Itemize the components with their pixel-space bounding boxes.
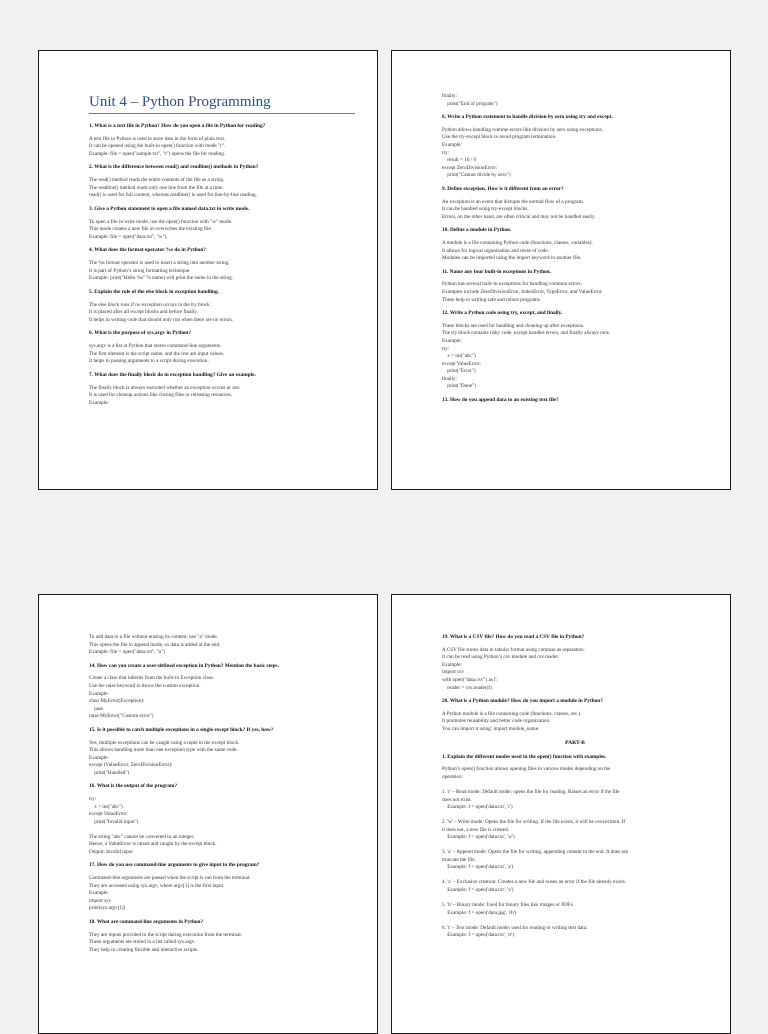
answer-text: sys.argv is a list in Python that stores command-line arguments. The first element is the script name, and the rest are input values. It helps in passing arguments to a script during execution.: [89, 343, 225, 365]
question-heading: 2. What is the difference between read() and readline() methods in Python?: [89, 164, 259, 171]
question-heading: 13. How do you append data to an existing text file?: [442, 396, 559, 403]
question-heading: 8. Write a Python statement to handle division by zero using try and except.: [442, 114, 613, 121]
document-title: Unit 4 – Python Programming: [89, 94, 355, 114]
part-b-heading: PART-B: [565, 739, 585, 746]
qa-item: [442, 269, 708, 304]
qa-list-page-1: [89, 123, 355, 407]
answer-text: An exception is an event that disrupts the normal flow of a program. It can be handled using try-except blocks. Errors, on the other hand, are often critical and may not be handled easily.: [442, 198, 596, 220]
document-page-2: [391, 50, 731, 490]
qa-item: [442, 634, 708, 692]
answer-text: Command-line arguments are passed when the script is run from the terminal. They are accessed using sys.argv, where argv[1] is the first input. Example: import sys print(sys.argv[1]): [89, 875, 251, 912]
qa-item: [89, 206, 355, 241]
answer-text: The read() method reads the entire contents of the file as a string. The readline() method reads only one line from the file at a time. read() is used for full content, whereas readline() is used for line-by-line reading.: [89, 177, 257, 199]
answer-text: These blocks are used for handling and cleaning up after exceptions. The try block contains risky code, except handles errors, and finally always runs. Example: try: x = int("abc") except ValueError: print("Error") finally: print("Done"): [442, 322, 611, 390]
continued-text: finally: print("End of program"): [442, 93, 498, 107]
qa-list-page-2: [442, 114, 708, 404]
qa-item: [442, 227, 708, 262]
qa-item: [442, 698, 708, 733]
qa-item: [442, 310, 708, 391]
qa-item: [89, 919, 355, 954]
qa-item: [89, 663, 355, 721]
answer-text: try: x = int("abc") except ValueError: print("Invalid input") The string "abc" cannot be converted to an integer. Hence, a ValueError is raised and caught by the except block. Output: Invalid input: [89, 796, 217, 855]
answer-text: Python allows handling runtime errors like division by zero using exceptions. Use the try-except block to avoid program termination. Example: try: result = 10 / 0 except ZeroDivisionError: print("Cannot divide by zero"): [442, 126, 603, 179]
question-heading: 20. What is a Python module? How do you import a module in Python?: [442, 698, 603, 705]
qa-list-part-b: [442, 754, 708, 940]
qa-item: [89, 727, 355, 778]
answer-text: A text file in Python is used to store data in the form of plain text. It can be opened using the built-in open() function with mode "r". Example: file = open("sample.txt", "r") opens the file for reading.: [89, 135, 226, 157]
answer-text: The %s format operator is used to insert a string into another string. It is part of Python’s string formatting technique. Example: print("Hello %s" % name) will print the name in the string.: [89, 260, 233, 282]
document-page-4: [391, 594, 731, 1034]
answer-text: Python’s open() function allows opening files in various modes depending on the operation: 1. 'r' – Read mode: Default mode; opens the file for reading. Raises an error if the file does not exist. Example: f = open('data.txt', 'r') 2. 'w' – Write mode: Opens the file for writing. If the file exists, it will be overwritten. If it does not, a new file is created. Example: f = open('data.txt', 'w') 3. 'a' – Append mode: Opens the file for writing, appending content to the end. It does not truncate the file. Example: f = open('data.txt', 'a') 4. 'x' – Exclusive creation: Creates a new file and raises an error if the file already exists. Example: f = open('data.txt', 'x') 5. 'b' – Binary mode: Used for binary files like images or PDFs. Example: f = open('data.jpg', 'rb') 6. 't' – Text mode: Default mode; used for reading or writing text data. Example: f = open('data.txt', 'rt'): [442, 766, 628, 939]
question-heading: 3. Give a Python statement to open a file named data.txt in write mode.: [89, 205, 250, 212]
question-heading: 6. What is the purpose of sys.argv in Python?: [89, 330, 192, 337]
question-heading: 14. How can you create a user-defined exception in Python? Mention the basic steps.: [89, 662, 279, 669]
question-heading: 10. Define a module in Python.: [442, 227, 512, 234]
answer-text: To open a file in write mode, use the open() function with "w" mode. This mode creates a new file or overwrites the existing file. Example: file = open("data.txt", "w").: [89, 218, 233, 240]
question-heading: 15. Is it possible to catch multiple exceptions in a single except block? If yes, how?: [89, 726, 274, 733]
question-heading: 12. Write a Python code using try, except, and finally.: [442, 310, 563, 317]
qa-list-page-3: [89, 663, 355, 955]
question-heading: 17. How do you use command-line arguments to give input to the program?: [89, 862, 260, 869]
qa-item: [442, 397, 708, 404]
question-heading: 9. Define exception. How is it different from an error?: [442, 185, 564, 192]
answer-text: Yes, multiple exceptions can be caught using a tuple in the except block. This allows handling more than one exception type with the same code. Example: except (ValueError, ZeroDivisionError): print("Handled"): [89, 739, 240, 776]
qa-item: [89, 330, 355, 365]
qa-list-page-4: [442, 634, 708, 734]
qa-item: [89, 372, 355, 407]
qa-item: [442, 186, 708, 221]
question-heading: 7. What does the finally block do in exception handling? Give an example.: [89, 371, 256, 378]
document-page-3: [38, 594, 378, 1034]
continued-text: To add data to a file without erasing its content, use "a" mode. This opens the file in append mode, so data is added at the end. Example: file = open("data.txt", "a"): [89, 634, 221, 656]
qa-item: [442, 114, 708, 180]
qa-item: [89, 164, 355, 199]
qa-item: [89, 123, 355, 158]
answer-text: Python has several built-in exceptions for handling common errors. Examples include ZeroDivisionError, IndexError, TypeError, and ValueError. These help in writing safe and robust programs.: [442, 281, 603, 303]
question-heading: 5. Explain the role of the else block in exception handling.: [89, 288, 219, 295]
answer-text: A module is a file containing Python code (functions, classes, variables). It allows for logical organization and reuse of code. Modules can be imported using the import keyword in another file.: [442, 240, 593, 262]
qa-item: [89, 289, 355, 324]
question-heading: 4. What does the format operator %s do in Python?: [89, 247, 206, 254]
answer-text: A CSV file stores data in tabular format using commas as separators. It can be read using Python’s csv module and csv.reader. Example: import csv with open("data.csv") as f: reader = csv.reader(f): [442, 646, 585, 691]
question-heading: 1. What is a text file in Python? How do you open a file in Python for reading?: [89, 123, 266, 129]
answer-text: The finally block is always executed whether an exception occurs or not. It is used for cleanup actions like closing files or releasing resources. Example:: [89, 384, 241, 406]
question-heading: 11. Name any four built-in exceptions in Python.: [442, 268, 551, 275]
question-heading: 16. What is the output of the program?: [89, 783, 178, 790]
question-heading: 19. What is a CSV file? How do you read a CSV file in Python?: [442, 634, 585, 640]
question-heading: 18. What are command-line arguments in Python?: [89, 918, 204, 925]
qa-item: [442, 754, 708, 940]
question-heading: 1. Explain the different modes used in the open() function with examples.: [442, 753, 607, 760]
answer-text: The else block runs if no exception occurs in the try block. It is placed after all except blocks and before finally. It helps in writing code that should only run when there are no errors.: [89, 301, 234, 323]
qa-item: [89, 247, 355, 282]
document-page-1: [38, 50, 378, 490]
answer-text: A Python module is a file containing code (functions, classes, etc.). It promotes reusability and better code organization. You can import it using: import module_name.: [442, 710, 582, 732]
qa-item: [89, 862, 355, 913]
answer-text: They are inputs provided to the script during execution from the terminal. These arguments are stored in a list called sys.argv. They help in creating flexible and interactive scripts.: [89, 931, 242, 953]
qa-item: [89, 783, 355, 856]
answer-text: Create a class that inherits from the built-in Exception class. Use the raise keyword to throw the custom exception. Example: class MyError(Exception): pass raise MyError("Custom error"): [89, 675, 215, 720]
